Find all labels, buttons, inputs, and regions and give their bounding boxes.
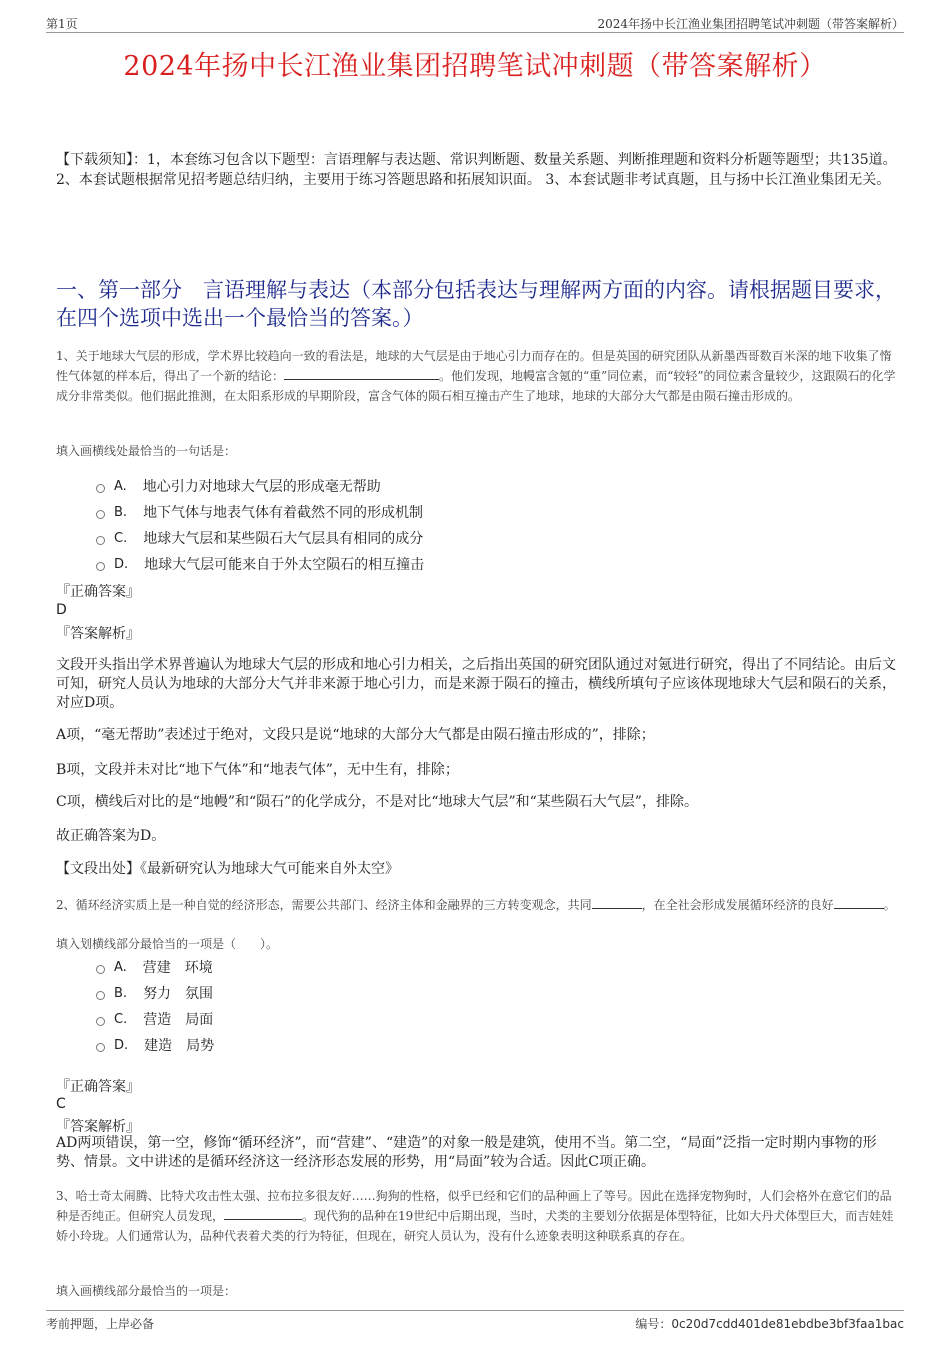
analysis-option-a: A项，“毫无帮助”表述过于绝对，文段只是说“地球的大部分大气都是由陨石撞击形成的”，排除； (56, 727, 655, 743)
correct-answer: C (56, 1096, 66, 1112)
document-code: 编号：0c20d7cdd401de81ebdbe3bf3faa1bac (635, 1317, 904, 1331)
analysis-option-b: B项，文段并未对比“地下气体”和“地表气体”，无中生有，排除； (56, 762, 459, 778)
question-2-prompt: 填入划横线部分最恰当的一项是（ ）。 (56, 937, 279, 951)
answer-blank (284, 367, 439, 380)
page-footer (46, 1310, 904, 1331)
page-number: 第1页 (46, 17, 78, 31)
question-3-text: 3、哈士奇太闹腾、比特犬攻击性太强、拉布拉多很友好……狗狗的性格，似乎已经和它们的品种画上了等号。因此在选择宠物狗时，人们会格外在意它们的品种是否纯正。但研究人员发现， 。现代狗的品种在19世纪中后期出现，当时，犬类的主要划分依据是体型特征，比如大丹犬体型巨大，而吉娃娃娇小玲珑。人们通常认为，品种代表着犬类的行为特征，但现在，研究人员认为，没有什么迹象表明这种联系真的存在。 (56, 1189, 894, 1243)
radio-icon[interactable] (96, 562, 105, 571)
page-title: 2024年扬中长江渔业集团招聘笔试冲刺题（带答案解析） (123, 51, 827, 82)
analysis-label: 『答案解析』 (56, 1119, 140, 1135)
radio-icon[interactable] (96, 1043, 105, 1052)
correct-answer: D (56, 602, 67, 618)
analysis-text: 文段开头指出学术界普遍认为地球大气层的形成和地心引力相关，之后指出英国的研究团队通过对氪进行研究，得出了不同结论。由后文可知，研究人员认为地球的大部分大气并非来源于地心引力，而是来源于陨石的撞击，横线所填句子应该体现地球大气层和陨石的关系，对应D项。 (56, 657, 896, 711)
analysis-conclusion: 故正确答案为D。 (56, 828, 166, 844)
analysis-text: AD两项错误，第一空，修饰“循环经济”，而“营建”、“建造”的对象一般是建筑，使用不当。第二空，“局面”泛指一定时期内事物的形势、情景。文中讲述的是循环经济这一经济形态发展的形势，用“局面”较为合适。因此C项正确。 (56, 1135, 877, 1170)
answer-blank (834, 896, 884, 909)
option-b[interactable]: B. 努力 氛围 (96, 980, 214, 1006)
radio-icon[interactable] (96, 1017, 105, 1026)
question-1-prompt: 填入画横线处最恰当的一句话是： (56, 444, 237, 458)
option-a[interactable]: A. 地心引力对地球大气层的形成毫无帮助 (96, 473, 424, 499)
option-c[interactable]: C. 地球大气层和某些陨石大气层具有相同的成分 (96, 525, 424, 551)
radio-icon[interactable] (96, 510, 105, 519)
option-b[interactable]: B. 地下气体与地表气体有着截然不同的形成机制 (96, 499, 424, 525)
correct-answer-label: 『正确答案』 (56, 584, 140, 600)
analysis-option-c: C项，横线后对比的是“地幔”和“陨石”的化学成分，不是对比“地球大气层”和“某些陨石大气层”，排除。 (56, 794, 698, 810)
passage-source: 【文段出处】《最新研究认为地球大气可能来自外太空》 (56, 861, 399, 877)
footer-slogan: 考前押题，上岸必备 (46, 1317, 155, 1331)
option-a[interactable]: A. 营建 环境 (96, 954, 214, 980)
download-notice: 【下载须知】：1，本套练习包含以下题型：言语理解与表达题、常识判断题、数量关系题、判断推理题和资料分析题等题型；共135道。 2、本套试题根据常见招考题总结归纳，主要用于练习答题思路和拓展知识面。 3、本套试题非考试真题，且与扬中长江渔业集团无关。 (56, 152, 897, 188)
question-3-prompt: 填入画横线部分最恰当的一项是： (56, 1284, 237, 1298)
section-heading: 一、第一部分 言语理解与表达（本部分包括表达与理解两方面的内容。请根据题目要求，在四个选项中选出一个最恰当的答案。） (56, 278, 896, 330)
question-1-options (96, 473, 424, 577)
question-2-options (96, 954, 214, 1058)
radio-icon[interactable] (96, 965, 105, 974)
analysis-label: 『答案解析』 (56, 626, 140, 642)
answer-blank (224, 1207, 302, 1220)
radio-icon[interactable] (96, 536, 105, 545)
header-doc-title: 2024年扬中长江渔业集团招聘笔试冲刺题（带答案解析） (597, 17, 904, 31)
answer-blank (592, 896, 642, 909)
page-header (46, 14, 904, 33)
option-d[interactable]: D. 地球大气层可能来自于外太空陨石的相互撞击 (96, 551, 424, 577)
option-c[interactable]: C. 营造 局面 (96, 1006, 214, 1032)
option-d[interactable]: D. 建造 局势 (96, 1032, 214, 1058)
correct-answer-label: 『正确答案』 (56, 1079, 140, 1095)
question-2-text: 2、循环经济实质上是一种自觉的经济形态，需要公共部门、经济主体和金融界的三方转变观念，共同 ，在全社会形成发展循环经济的良好 。 (56, 898, 896, 912)
radio-icon[interactable] (96, 991, 105, 1000)
radio-icon[interactable] (96, 484, 105, 493)
question-1-text: 1、关于地球大气层的形成，学术界比较趋向一致的看法是，地球的大气层是由于地心引力而存在的。但是英国的研究团队从新墨西哥数百米深的地下收集了惰性气体氪的样本后，得出了一个新的结论： 。他们发现，地幔富含氪的“重”同位素，而“较轻”的同位素含量较少，这跟陨石的化学成分非常类似。他们据此推测，在太阳系形成的早期阶段，富含气体的陨石相互撞击产生了地球，地球的大部分大气都是由陨石撞击形成的。 (56, 349, 896, 403)
